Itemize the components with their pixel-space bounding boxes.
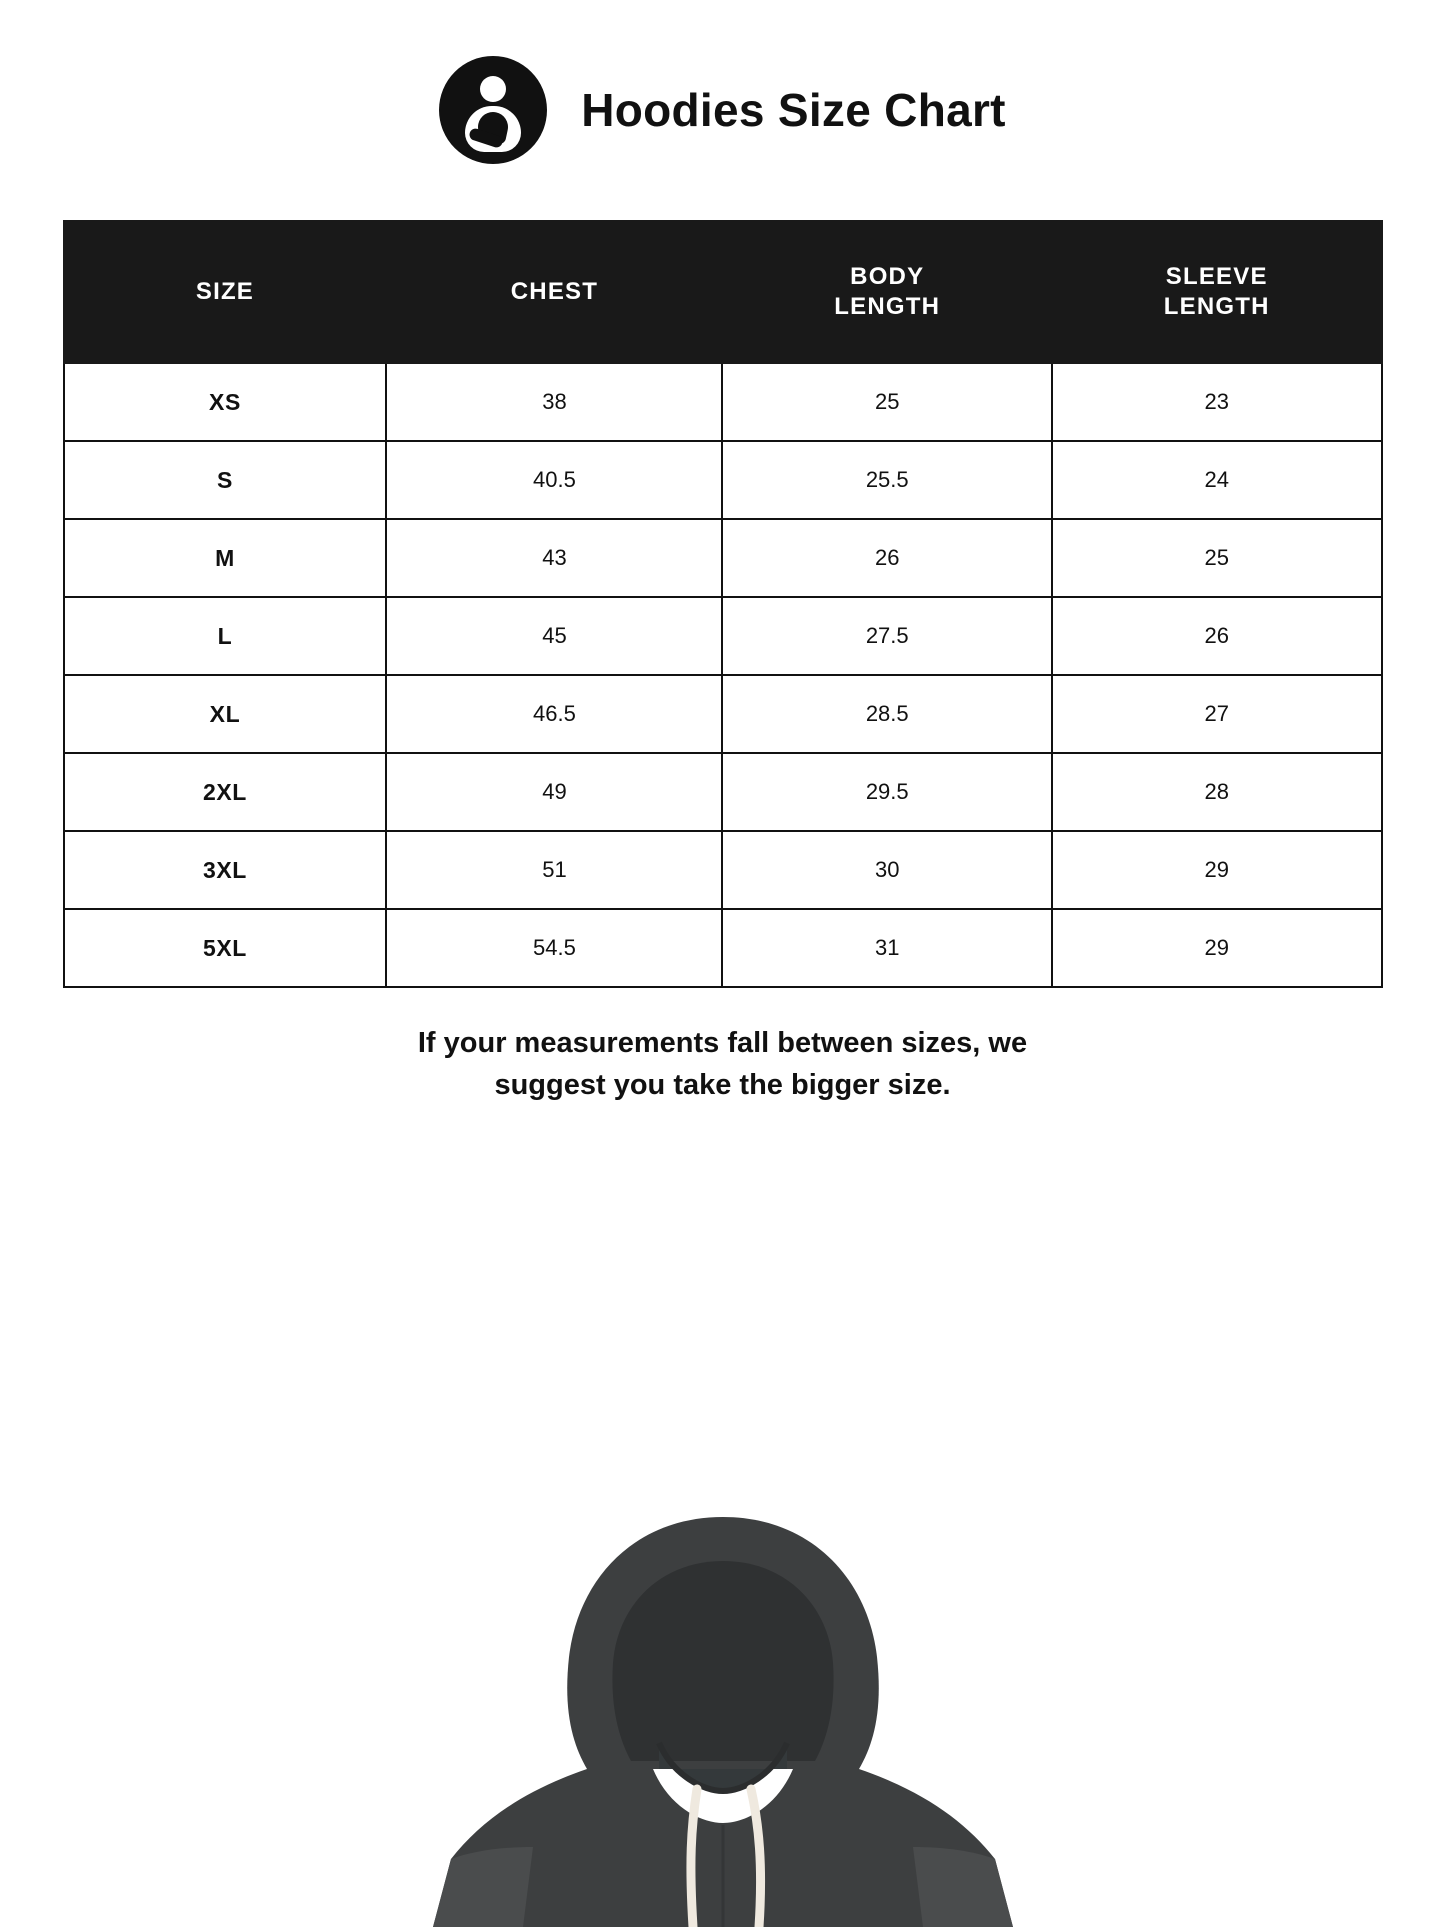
column-header-sleeve-length-line2: LENGTH xyxy=(1163,293,1270,320)
table-row xyxy=(64,597,1382,675)
cell-chest: 49 xyxy=(386,753,722,831)
mother-and-child-logo-icon xyxy=(439,56,547,164)
cell-size: 3XL xyxy=(64,831,387,909)
column-header-sleeve-length xyxy=(1052,221,1382,363)
table-row xyxy=(64,519,1382,597)
cell-chest: 45 xyxy=(386,597,722,675)
table-row xyxy=(64,441,1382,519)
cell-size: 2XL xyxy=(64,753,387,831)
column-header-chest xyxy=(386,221,722,363)
cell-chest: 40.5 xyxy=(386,441,722,519)
column-header-body-length xyxy=(722,221,1052,363)
cell-body-length: 27.5 xyxy=(722,597,1052,675)
cell-chest: 38 xyxy=(386,363,722,441)
cell-body-length: 28.5 xyxy=(722,675,1052,753)
cell-sleeve-length: 28 xyxy=(1052,753,1382,831)
hoodie-illustration xyxy=(0,1507,1445,1927)
cell-body-length: 31 xyxy=(722,909,1052,987)
cell-sleeve-length: 24 xyxy=(1052,441,1382,519)
logo-head-shape xyxy=(480,76,506,102)
column-header-sleeve-length-line1: SLEEVE xyxy=(1165,263,1268,290)
hoodie-hood-inner xyxy=(612,1561,833,1761)
cell-chest: 43 xyxy=(386,519,722,597)
cell-sleeve-length: 23 xyxy=(1052,363,1382,441)
cell-body-length: 25 xyxy=(722,363,1052,441)
cell-size: M xyxy=(64,519,387,597)
table-row xyxy=(64,831,1382,909)
cell-sleeve-length: 26 xyxy=(1052,597,1382,675)
cell-sleeve-length: 29 xyxy=(1052,831,1382,909)
sizing-note-line1: If your measurements fall between sizes, we xyxy=(417,1027,1028,1059)
cell-body-length: 29.5 xyxy=(722,753,1052,831)
sizing-note-line2: suggest you take the bigger size. xyxy=(494,1069,951,1102)
cell-sleeve-length: 27 xyxy=(1052,675,1382,753)
size-table-container xyxy=(63,220,1383,988)
page-header xyxy=(0,0,1445,174)
column-header-body-length-line2: LENGTH xyxy=(834,293,941,320)
cell-size: S xyxy=(64,441,387,519)
cell-body-length: 26 xyxy=(722,519,1052,597)
cell-chest: 46.5 xyxy=(386,675,722,753)
cell-size: L xyxy=(64,597,387,675)
cell-sleeve-length: 29 xyxy=(1052,909,1382,987)
cell-size: XS xyxy=(64,363,387,441)
table-row xyxy=(64,909,1382,987)
column-header-body-length-line1: BODY xyxy=(850,263,925,290)
table-header xyxy=(64,221,1382,363)
table-row xyxy=(64,675,1382,753)
cell-chest: 54.5 xyxy=(386,909,722,987)
column-header-size xyxy=(64,221,387,363)
hoodie-photo xyxy=(373,1507,1073,1927)
cell-size: XL xyxy=(64,675,387,753)
table-row xyxy=(64,363,1382,441)
cell-body-length: 25.5 xyxy=(722,441,1052,519)
cell-chest: 51 xyxy=(386,831,722,909)
size-table xyxy=(63,220,1383,988)
column-header-size-line1: SIZE xyxy=(195,278,255,305)
cell-size: 5XL xyxy=(64,909,387,987)
page-title: Hoodies Size Chart xyxy=(581,83,1006,136)
hoodie-left-sleeve xyxy=(433,1847,533,1927)
table-body xyxy=(64,363,1382,987)
cell-sleeve-length: 25 xyxy=(1052,519,1382,597)
hoodie-right-sleeve xyxy=(913,1847,1013,1927)
sizing-note xyxy=(173,1022,1273,1106)
table-row xyxy=(64,753,1382,831)
table-header-row xyxy=(64,221,1382,363)
column-header-chest-line1: CHEST xyxy=(510,278,599,305)
cell-body-length: 30 xyxy=(722,831,1052,909)
